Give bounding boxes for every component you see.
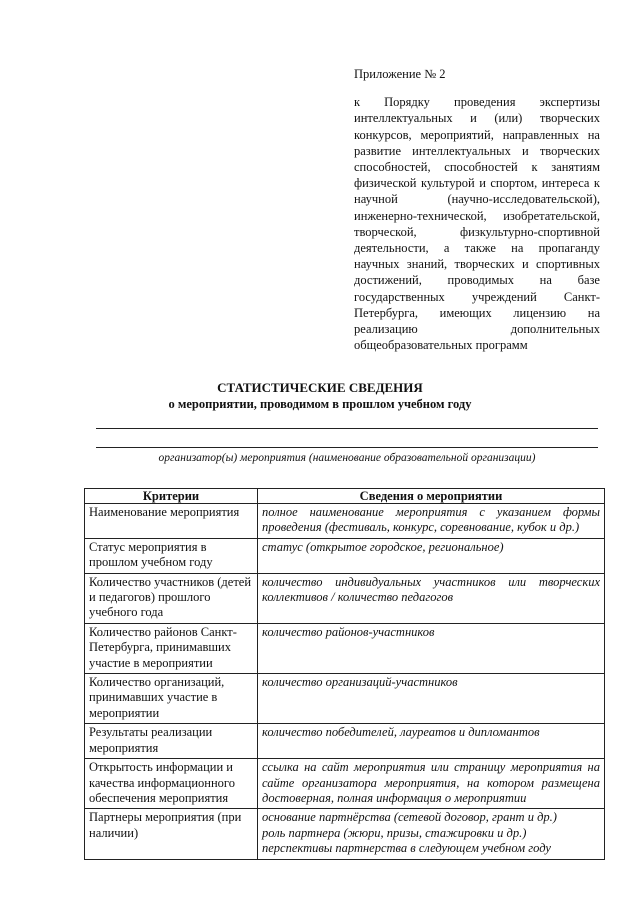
table-row [85, 538, 605, 573]
table-header-row [85, 489, 605, 504]
partnership-basis: основание партнёрства (сетевой договор, грант и др.) [262, 810, 557, 825]
criterion-cell: Наименование мероприятия [85, 504, 258, 539]
header-event-info: Сведения о мероприятии [258, 489, 605, 504]
document-subtitle: о мероприятии, проводимом в прошлом учебном году [168, 397, 472, 411]
criterion-cell: Количество районов Санкт-Петербурга, принимавших участие в мероприятии [85, 623, 258, 673]
info-cell: ссылка на сайт мероприятия или страницу мероприятия на сайте организатора мероприятия, на котором размещена достоверная, полная информация о мероприятии [258, 759, 605, 809]
partner-role: роль партнера (жюри, призы, стажировки и др.) [262, 825, 527, 840]
table-row [85, 724, 605, 759]
info-cell: количество районов-участников [258, 623, 605, 673]
info-cell: количество победителей, лауреатов и дипломантов [258, 724, 605, 759]
annex-block [354, 66, 600, 353]
partnership-prospects: перспективы партнерства в следующем учебном году [262, 841, 551, 856]
criterion-cell: Количество участников (детей и педагогов) прошлого учебного года [85, 573, 258, 623]
table-row [85, 759, 605, 809]
table-row [85, 674, 605, 724]
organizer-caption: организатор(ы) мероприятия (наименование образовательной организации) [158, 452, 536, 464]
info-cell: полное наименование мероприятия с указанием формы проведения (фестиваль, конкурс, соревнование, кубок и др.) [258, 504, 605, 539]
criterion-cell: Результаты реализации мероприятия [85, 724, 258, 759]
info-cell: количество индивидуальных участников или творческих коллективов / количество педагогов [258, 573, 605, 623]
annex-title: Приложение № 2 [354, 67, 446, 81]
annex-body: к Порядку проведения экспертизы интеллектуальных и (или) творческих конкурсов, мероприятий, направленных на развитие интеллектуальных и творческих способностей, способностей к занятиям физической культурой и спортом, интереса к научной (научно-исследовательской), инженерно-технической, изобретательской, творческой, физкультурно-спортивной деятельности, а также на пропаганду научных знаний, творческих и спортивных достижений, проводимых на базе государственных учреждений Санкт-Петербурга, имеющих лицензию на реализацию дополнительных общеобразовательных программ [354, 95, 600, 353]
table-row [85, 623, 605, 673]
organizer-line-2 [96, 447, 598, 448]
criterion-cell: Открытость информации и качества информационного обеспечения мероприятия [85, 759, 258, 809]
criteria-table [84, 488, 605, 860]
table-row [85, 809, 605, 859]
info-cell [258, 809, 605, 859]
header-criteria: Критерии [85, 489, 258, 504]
organizer-line-1 [96, 428, 598, 429]
info-cell: статус (открытое городское, региональное) [258, 538, 605, 573]
table-row [85, 504, 605, 539]
info-cell: количество организаций-участников [258, 674, 605, 724]
criterion-cell: Партнеры мероприятия (при наличии) [85, 809, 258, 859]
criterion-cell: Количество организаций, принимавших участие в мероприятии [85, 674, 258, 724]
document-title: СТАТИСТИЧЕСКИЕ СВЕДЕНИЯ [217, 380, 423, 395]
table-row [85, 573, 605, 623]
criterion-cell: Статус мероприятия в прошлом учебном году [85, 538, 258, 573]
